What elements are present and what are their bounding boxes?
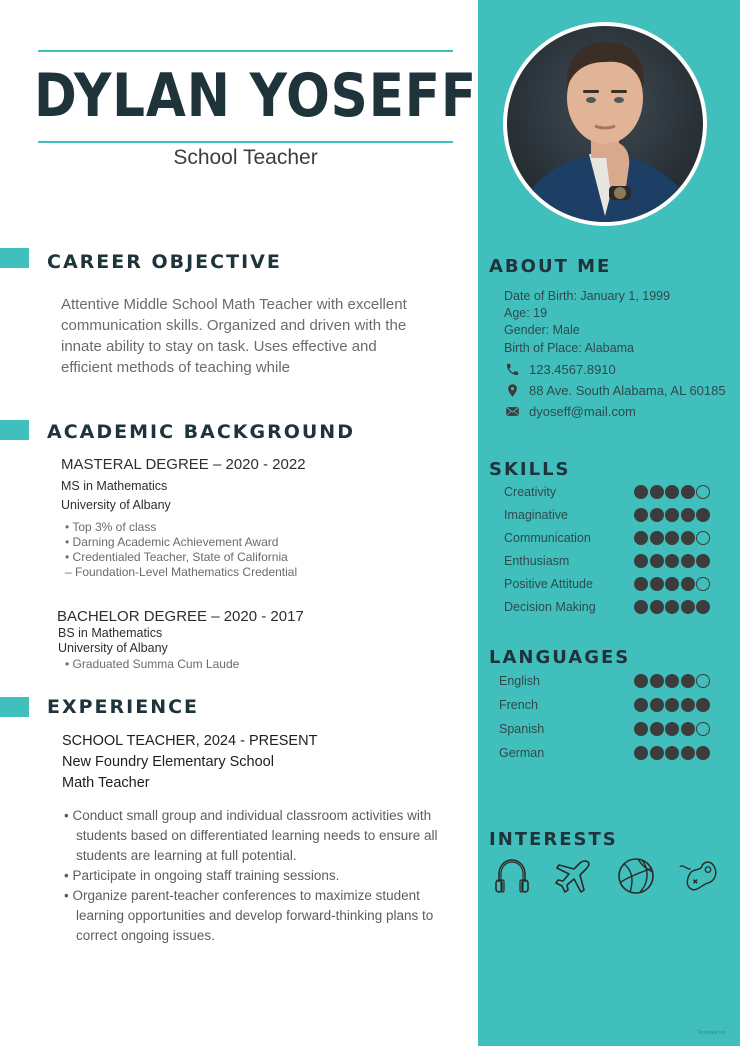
gender: Gender: Male	[504, 323, 580, 337]
filled-dot-icon	[681, 577, 695, 591]
experience-role: SCHOOL TEACHER, 2024 - PRESENT	[62, 733, 318, 749]
rating-dots	[634, 746, 710, 760]
filled-dot-icon	[696, 698, 710, 712]
filled-dot-icon	[665, 674, 679, 688]
skill-label: Enthusiasm	[504, 554, 570, 568]
profile-photo	[507, 26, 703, 222]
section-marker	[0, 420, 29, 440]
filled-dot-icon	[634, 485, 648, 499]
experience-heading: EXPERIENCE	[47, 696, 200, 718]
about-me-heading: ABOUT ME	[489, 256, 612, 277]
language-row	[499, 746, 710, 760]
list-item: • Darning Academic Achievement Award	[65, 535, 279, 549]
filled-dot-icon	[696, 554, 710, 568]
filled-dot-icon	[634, 508, 648, 522]
filled-dot-icon	[634, 600, 648, 614]
skill-row	[504, 554, 710, 568]
filled-dot-icon	[650, 554, 664, 568]
skill-row	[504, 485, 710, 499]
filled-dot-icon	[634, 531, 648, 545]
filled-dot-icon	[681, 746, 695, 760]
location-pin-icon	[505, 383, 520, 398]
filled-dot-icon	[681, 485, 695, 499]
career-objective-heading: CAREER OBJECTIVE	[47, 251, 282, 273]
skill-label: Imaginative	[504, 508, 568, 522]
masters-degree-title: MASTERAL DEGREE – 2020 - 2022	[61, 456, 306, 473]
email-row	[505, 404, 636, 419]
list-item: • Graduated Summa Cum Laude	[65, 657, 240, 671]
list-item: • Top 3% of class	[65, 520, 157, 534]
filled-dot-icon	[634, 746, 648, 760]
masters-degree-bullets	[65, 520, 297, 580]
filled-dot-icon	[650, 600, 664, 614]
age: Age: 19	[504, 306, 548, 320]
filled-dot-icon	[681, 531, 695, 545]
skill-label: Communication	[504, 531, 591, 545]
list-item: • Organize parent-teacher conferences to maximize student learning opportunities and develop forward-thinking plans to correct ongoing issues.	[64, 888, 434, 943]
filled-dot-icon	[634, 577, 648, 591]
header-top-rule	[38, 50, 453, 52]
skill-row	[504, 508, 710, 522]
envelope-icon	[505, 404, 520, 419]
filled-dot-icon	[681, 600, 695, 614]
experience-employer: New Foundry Elementary School	[62, 754, 274, 770]
rating-dots	[634, 531, 710, 545]
filled-dot-icon	[681, 674, 695, 688]
filled-dot-icon	[634, 722, 648, 736]
rating-dots	[634, 600, 710, 614]
list-item: • Conduct small group and individual classroom activities with students based on differentiated learning needs to ensure all students are learning at full potential.	[64, 808, 438, 863]
rating-dots	[634, 554, 710, 568]
skill-row	[504, 531, 710, 545]
list-item: – Foundation-Level Mathematics Credential	[65, 565, 298, 579]
filled-dot-icon	[681, 554, 695, 568]
filled-dot-icon	[665, 485, 679, 499]
languages-heading: LANGUAGES	[489, 647, 631, 668]
filled-dot-icon	[650, 722, 664, 736]
skills-heading: SKILLS	[489, 459, 571, 480]
watermark: Template.net	[697, 1030, 726, 1036]
section-marker	[0, 697, 29, 717]
language-row	[499, 698, 710, 712]
list-item: • Participate in ongoing staff training sessions.	[64, 868, 340, 883]
rating-dots	[634, 722, 710, 736]
profile-photo-frame	[503, 22, 707, 226]
filled-dot-icon	[696, 508, 710, 522]
language-label: German	[499, 746, 545, 760]
rating-dots	[634, 674, 710, 688]
list-item: • Credentialed Teacher, State of California	[65, 550, 288, 564]
skill-label: Decision Making	[504, 600, 596, 614]
date-of-birth: Date of Birth: January 1, 1999	[504, 289, 671, 303]
empty-dot-icon	[696, 531, 710, 545]
rating-dots	[634, 485, 710, 499]
bachelors-degree-title: BACHELOR DEGREE – 2020 - 2017	[57, 608, 304, 625]
experience-bullets	[64, 806, 464, 946]
academic-background-heading: ACADEMIC BACKGROUND	[47, 421, 355, 443]
skill-label: Creativity	[504, 485, 557, 499]
bachelors-degree-field: BS in Mathematics	[58, 626, 163, 640]
filled-dot-icon	[681, 508, 695, 522]
bachelors-degree-school: University of Albany	[58, 641, 168, 655]
bachelors-degree-bullets	[65, 657, 239, 672]
rating-dots	[634, 508, 710, 522]
filled-dot-icon	[650, 508, 664, 522]
interests-icons	[492, 856, 718, 896]
skill-row	[504, 577, 710, 591]
email-address: dyoseff@mail.com	[529, 404, 636, 419]
filled-dot-icon	[634, 554, 648, 568]
basketball-icon	[616, 856, 656, 896]
masters-degree-field: MS in Mathematics	[61, 479, 168, 493]
empty-dot-icon	[696, 485, 710, 499]
filled-dot-icon	[665, 577, 679, 591]
header-bottom-rule	[38, 141, 453, 143]
language-label: French	[499, 698, 538, 712]
interests-heading: INTERESTS	[489, 829, 618, 850]
filled-dot-icon	[665, 531, 679, 545]
masters-degree-school: University of Albany	[61, 498, 171, 512]
language-row	[499, 674, 710, 688]
candidate-name: DYLAN YOSEFF	[34, 61, 478, 131]
airplane-icon	[554, 856, 594, 896]
filled-dot-icon	[665, 722, 679, 736]
game-controller-icon	[678, 856, 718, 896]
career-objective-text: Attentive Middle School Math Teacher with excellent communication skills. Organized and driven with the innate ability to stay on task. Uses effective and efficient methods of teaching while	[61, 296, 407, 376]
filled-dot-icon	[696, 600, 710, 614]
experience-position: Math Teacher	[62, 775, 150, 791]
filled-dot-icon	[665, 600, 679, 614]
filled-dot-icon	[681, 698, 695, 712]
headphones-icon	[492, 856, 532, 896]
phone-row	[505, 362, 616, 377]
filled-dot-icon	[665, 554, 679, 568]
filled-dot-icon	[634, 698, 648, 712]
filled-dot-icon	[650, 698, 664, 712]
phone-number: 123.4567.8910	[529, 362, 616, 377]
language-label: Spanish	[499, 722, 545, 736]
filled-dot-icon	[681, 722, 695, 736]
language-row	[499, 722, 710, 736]
rating-dots	[634, 698, 710, 712]
filled-dot-icon	[650, 577, 664, 591]
empty-dot-icon	[696, 674, 710, 688]
address-row	[505, 383, 726, 398]
skill-row	[504, 600, 710, 614]
filled-dot-icon	[650, 485, 664, 499]
filled-dot-icon	[665, 698, 679, 712]
person-portrait-icon	[507, 26, 703, 222]
filled-dot-icon	[650, 746, 664, 760]
birthplace: Birth of Place: Alabama	[504, 341, 634, 355]
address: 88 Ave. South Alabama, AL 60185	[529, 383, 726, 398]
filled-dot-icon	[696, 746, 710, 760]
filled-dot-icon	[665, 508, 679, 522]
filled-dot-icon	[634, 674, 648, 688]
phone-icon	[505, 362, 520, 377]
language-label: English	[499, 674, 540, 688]
section-marker	[0, 248, 29, 268]
filled-dot-icon	[665, 746, 679, 760]
rating-dots	[634, 577, 710, 591]
job-title: School Teacher	[173, 146, 318, 169]
empty-dot-icon	[696, 577, 710, 591]
filled-dot-icon	[650, 674, 664, 688]
empty-dot-icon	[696, 722, 710, 736]
filled-dot-icon	[650, 531, 664, 545]
skill-label: Positive Attitude	[504, 577, 593, 591]
